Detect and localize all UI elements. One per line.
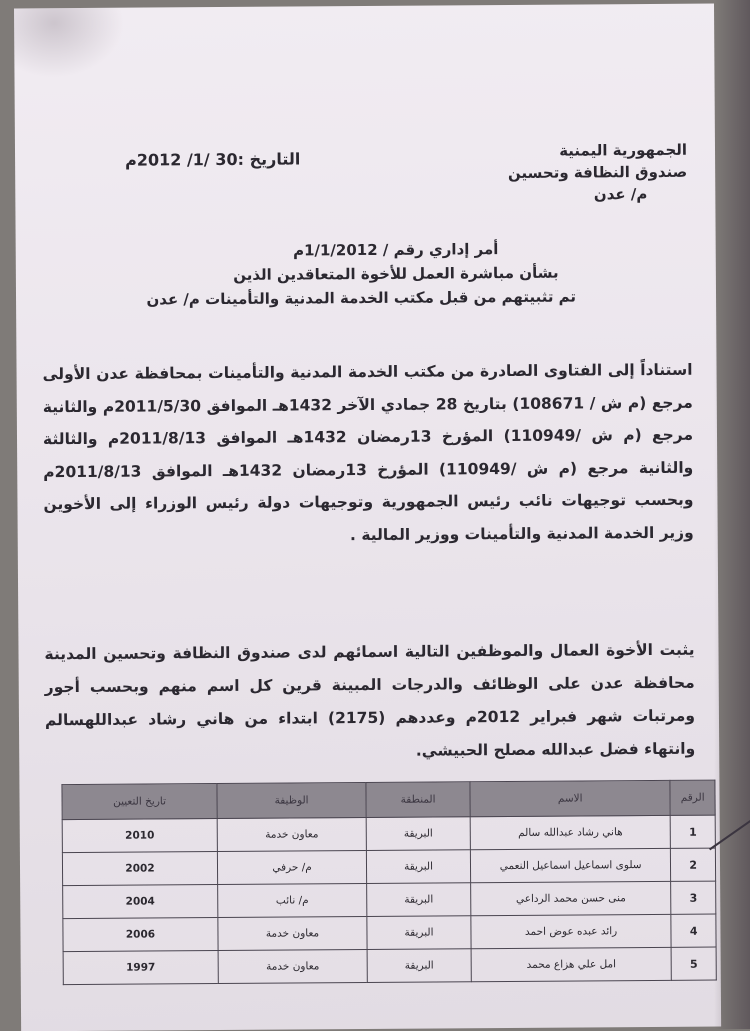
table-row [62, 815, 715, 853]
cell-job: م/ نائب [218, 884, 367, 918]
order-heading [146, 237, 577, 312]
cell-hire-date: 1997 [63, 951, 218, 985]
document-page [14, 4, 721, 1031]
employee-table [61, 780, 716, 986]
order-title: أمر إداري رقم / 1/1/2012م [292, 240, 499, 260]
header-area: المنطقة [366, 782, 470, 818]
cell-area: البريقة [366, 817, 470, 851]
header-hire-date: تاريخ التعيين [62, 784, 217, 820]
order-subject-line-2: تم تثبيتهم من قبل مكتب الخدمة المدنية والتأمينات م/ عدن [146, 287, 577, 309]
order-subject-line-1: بشأن مباشرة العمل للأخوة المتعاقدين الذين [233, 263, 559, 284]
header-no: الرقم [670, 780, 715, 815]
cell-name: هاني رشاد عبدالله سالم [470, 815, 671, 849]
cell-hire-date: 2004 [63, 885, 218, 919]
letterhead-fund: صندوق النظافة وتحسين [507, 162, 688, 182]
cell-no: 1 [670, 815, 715, 848]
cell-no: 2 [671, 848, 716, 881]
cell-no: 4 [671, 914, 716, 947]
letterhead-city: م/ عدن [593, 185, 648, 204]
cell-hire-date: 2010 [62, 819, 217, 853]
cell-no: 3 [671, 881, 716, 914]
cell-job: معاون خدمة [218, 950, 367, 984]
cell-name: امل علي هزاع محمد [471, 947, 672, 981]
body-paragraph-1: استناداً إلى الفتاوى الصادرة من مكتب الخدمة المدنية والتأمينات بمحافظة عدن الأولى مرجع (م ش / 108671) بتاريخ 28 جمادي الآخر 1432هـ الموافق 2011/5/30م والثانية مرجع (م ش /110949) المؤرخ 13رمضان 1432هـ الموافق 2011/8/13م والثالثة والثانية مرجع (م ش /110949) المؤرخ 13رمضان 1432هـ الموافق 2011/8/13م وبحسب توجيهات نائب رئيس الجمهورية وتوجيهات دولة رئيس الوزراء إلى الأخوين وزير الخدمة المدنية والتأمينات ووزير المالية . [42, 360, 694, 544]
table-row [63, 914, 716, 952]
cell-area: البريقة [367, 949, 471, 983]
table-row [63, 881, 716, 919]
cell-name: منى حسن محمد الرداعي [471, 881, 672, 915]
document-date: التاريخ :30 /1/ 2012م [125, 149, 301, 170]
cell-job: م/ حرفي [217, 851, 366, 885]
header-name: الاسم [470, 780, 671, 816]
letterhead [487, 139, 687, 206]
table-row [62, 848, 715, 886]
cell-area: البريقة [367, 916, 471, 950]
body-paragraph-2: يثبت الأخوة العمال والموظفين التالية اسمائهم لدى صندوق النظافة وتحسين المدينة محافظة عدن على الوظائف والدرجات المبينة قرين كل اسم منهم وبحسب أجور ومرتبات شهر فبراير 2012م وعددهم (2175) ابتداء من هاني رشاد عبداللهسالم وانتهاء فضل عبدالله مصلح الحبيشي. [44, 640, 696, 760]
cell-name: سلوى اسماعيل اسماعيل النعمي [470, 848, 671, 882]
cell-job: معاون خدمة [217, 818, 366, 852]
cell-name: رائد عبده عوض احمد [471, 914, 672, 948]
cell-hire-date: 2002 [62, 852, 217, 886]
cell-area: البريقة [366, 850, 470, 884]
letterhead-republic: الجمهورية اليمنية [559, 140, 688, 160]
cell-hire-date: 2006 [63, 918, 218, 952]
table-row [63, 947, 716, 985]
header-job: الوظيفة [217, 783, 366, 819]
table-header-row [62, 780, 715, 820]
cell-job: معاون خدمة [218, 917, 367, 951]
cell-area: البريقة [367, 883, 471, 917]
cell-no: 5 [671, 947, 716, 980]
